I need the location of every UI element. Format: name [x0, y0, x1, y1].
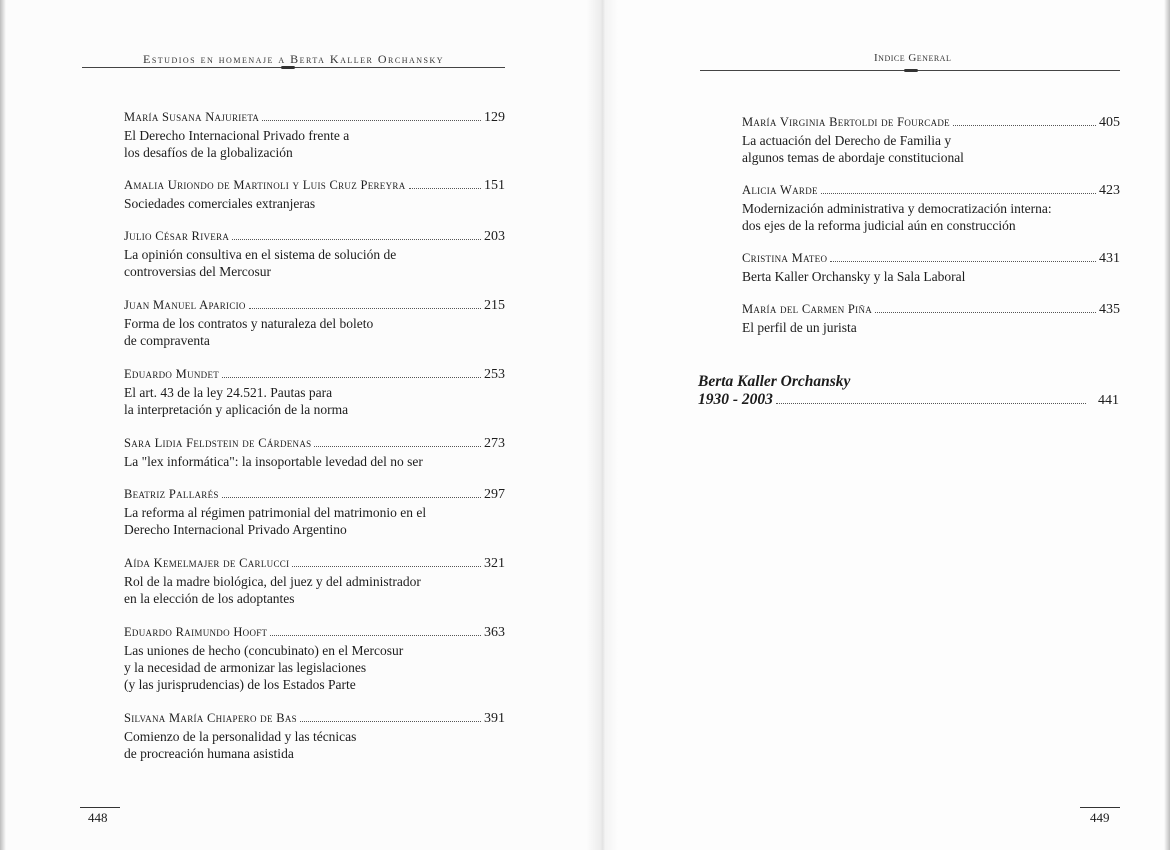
toc-title-line: algunos temas de abordaje constitucional [742, 150, 964, 165]
toc-page-number: 431 [1099, 251, 1120, 266]
toc-author: Alicia Warde [742, 183, 818, 197]
toc-author: Juan Manuel Aparicio [124, 298, 246, 312]
toc-title-line: El perfil de un jurista [742, 320, 857, 335]
toc-page-number: 435 [1099, 302, 1120, 317]
toc-entry [124, 367, 505, 418]
toc-page-number: 391 [484, 711, 505, 726]
page-edge-shadow [1164, 0, 1170, 850]
toc-entry [124, 625, 505, 693]
toc-title-line: Las uniones de hecho (concubinato) en el Mercosur [124, 643, 404, 658]
running-head-right: Indice General [874, 52, 952, 64]
toc-author: Eduardo Raimundo Hooft [124, 625, 268, 639]
toc-title-line: Rol de la madre biológica, del juez y del administrador [124, 574, 421, 589]
toc-title-line: La reforma al régimen patrimonial del matrimonio en el [124, 505, 427, 520]
homage-page-number: 441 [1098, 393, 1119, 408]
dot-leader [314, 446, 481, 447]
homage-dates: 1930 - 2003 [698, 391, 773, 408]
toc-author: Silvana María Chiapero de Bas [124, 711, 297, 725]
folio-rule-left [80, 807, 120, 808]
toc-page-number: 423 [1099, 183, 1120, 198]
toc-title-line: los desafíos de la globalización [124, 145, 293, 160]
dot-leader [232, 239, 481, 240]
toc-title-line: Derecho Internacional Privado Argentino [124, 522, 347, 537]
page-edge-shadow [0, 0, 6, 850]
rule-ornament-right [904, 69, 918, 72]
running-head-left: Estudios en homenaje a Berta Kaller Orchansky [143, 52, 445, 66]
homage-title: Berta Kaller Orchansky [698, 373, 851, 390]
toc-author: María Susana Najurieta [124, 110, 260, 124]
toc-entry [124, 178, 505, 212]
homage-entry [698, 373, 1119, 409]
toc-title-line: Forma de los contratos y naturaleza del boleto [124, 316, 374, 331]
toc-entry [124, 487, 505, 538]
toc-entry [124, 436, 505, 470]
page-number-right: 449 [1090, 810, 1110, 825]
dot-leader [409, 188, 481, 189]
toc-title-line: El Derecho Internacional Privado frente a [124, 128, 350, 143]
toc-page-number: 151 [484, 178, 505, 193]
toc-title-line: El art. 43 de la ley 24.521. Pautas para [124, 385, 333, 400]
dot-leader [270, 635, 481, 636]
toc-title-line: de procreación humana asistida [124, 746, 294, 761]
dot-leader [222, 497, 481, 498]
dot-leader [249, 308, 481, 309]
toc-page-number: 203 [484, 229, 505, 244]
toc-title-line: dos ejes de la reforma judicial aún en construcción [742, 218, 1016, 233]
toc-title-line: la interpretación y aplicación de la norma [124, 402, 349, 417]
toc-title-line: La opinión consultiva en el sistema de solución de [124, 247, 397, 262]
book-gutter [586, 0, 618, 850]
toc-title-line: y la necesidad de armonizar las legislaciones [124, 660, 367, 675]
toc-author: María del Carmen Piña [742, 302, 873, 316]
dot-leader [222, 377, 481, 378]
dot-leader [953, 125, 1096, 126]
toc-page-number: 253 [484, 367, 505, 382]
toc-page-number: 321 [484, 556, 505, 571]
toc-title-line: (y las jurisprudencias) de los Estados Parte [124, 677, 356, 692]
toc-author: Julio César Rivera [124, 229, 230, 243]
toc-title-line: Berta Kaller Orchansky y la Sala Laboral [742, 269, 966, 284]
toc-entry [742, 115, 1120, 166]
toc-page-number: 297 [484, 487, 505, 502]
right-page [602, 0, 1170, 850]
toc-entry [124, 229, 505, 280]
toc-title-line: Sociedades comerciales extranjeras [124, 196, 316, 211]
toc-entry [742, 183, 1120, 234]
dot-leader [292, 566, 481, 567]
toc-author: Beatriz Pallarés [124, 487, 219, 501]
page-number-left: 448 [88, 810, 108, 825]
dot-leader [300, 721, 481, 722]
toc-entry [124, 556, 505, 607]
toc-entry [124, 711, 505, 762]
toc-entry [124, 110, 505, 161]
dot-leader [875, 312, 1096, 313]
dot-leader [262, 120, 481, 121]
toc-page-number: 129 [484, 110, 505, 125]
toc-title-line: de compraventa [124, 333, 210, 348]
toc-page-number: 405 [1099, 115, 1120, 130]
toc-author: Amalia Uriondo de Martinoli y Luis Cruz Pereyra [124, 178, 406, 192]
toc-author: María Virginia Bertoldi de Fourcade [742, 115, 950, 129]
toc-page-number: 363 [484, 625, 505, 640]
toc-title-line: controversias del Mercosur [124, 264, 271, 279]
rule-ornament-left [281, 66, 295, 69]
toc-page-number: 215 [484, 298, 505, 313]
folio-rule-right [1080, 807, 1120, 808]
toc-entry [124, 298, 505, 349]
toc-title-line: Comienzo de la personalidad y las técnicas [124, 729, 357, 744]
toc-title-line: La actuación del Derecho de Familia y [742, 133, 952, 148]
toc-entry [742, 251, 1120, 285]
toc-author: Cristina Mateo [742, 251, 828, 265]
toc-author: Eduardo Mundet [124, 367, 220, 381]
toc-entry [742, 302, 1120, 336]
toc-title-line: Modernización administrativa y democratización interna: [742, 201, 1052, 216]
toc-title-line: La "lex informática": la insoportable levedad del no ser [124, 454, 423, 469]
toc-page-number: 273 [484, 436, 505, 451]
dot-leader [776, 403, 1086, 404]
dot-leader [830, 261, 1096, 262]
toc-author: Sara Lidia Feldstein de Cárdenas [124, 436, 312, 450]
toc-title-line: en la elección de los adoptantes [124, 591, 295, 606]
dot-leader [821, 193, 1096, 194]
toc-author: Aída Kemelmajer de Carlucci [124, 556, 290, 570]
